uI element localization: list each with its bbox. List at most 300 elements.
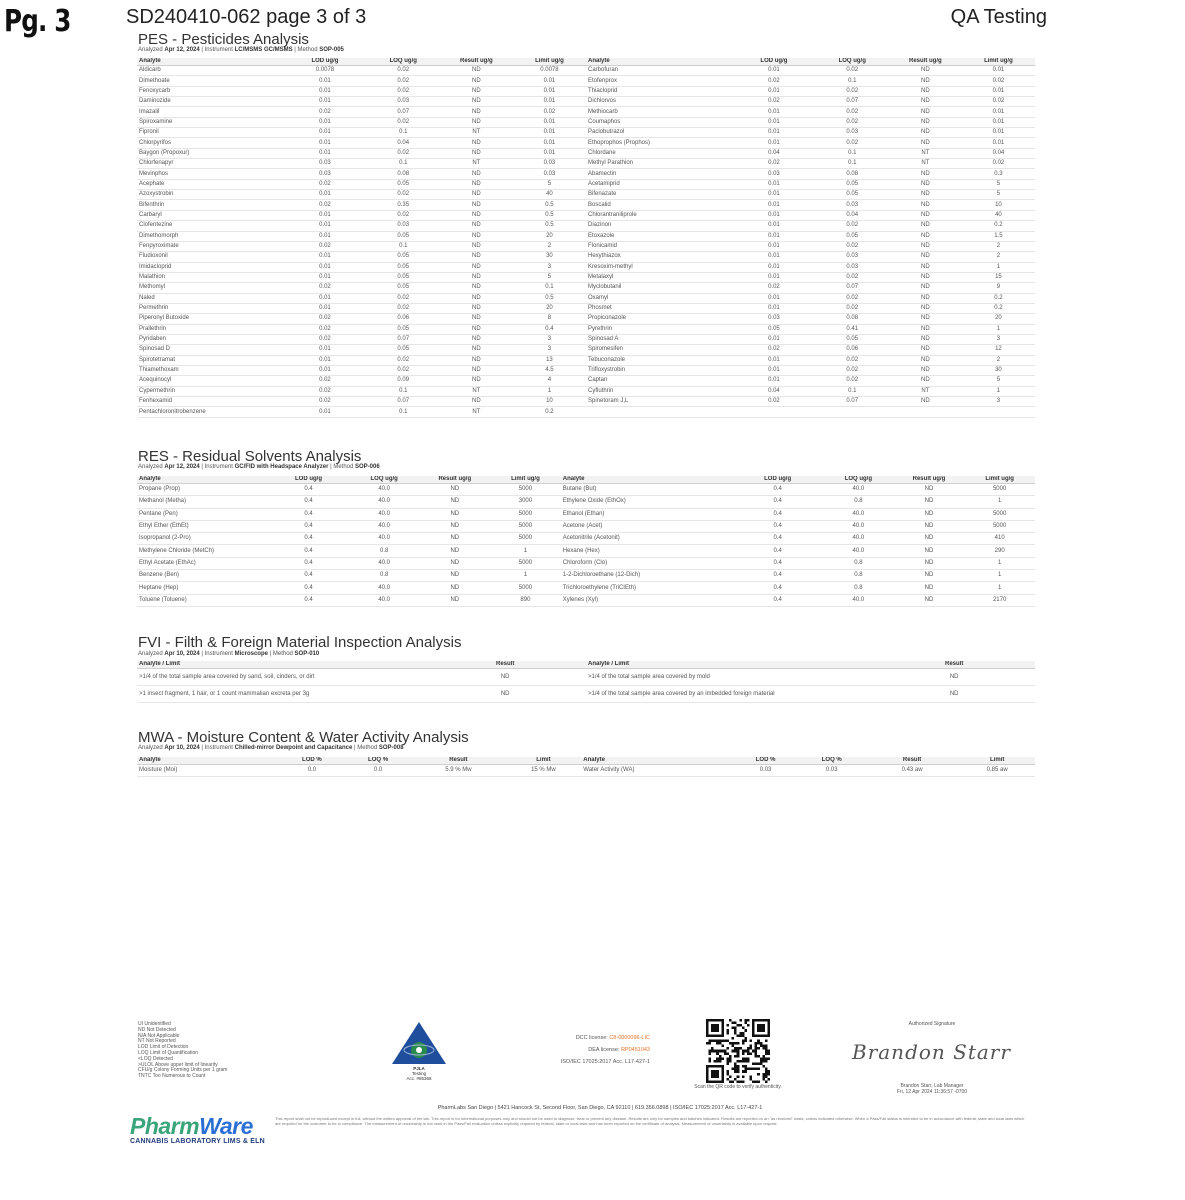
table-cell: 30 [962, 365, 1035, 375]
signer-info: Brandon Starr, Lab Manager Fri, 12 Apr 2024 11:36:57 -0700 [896, 1083, 968, 1095]
table-cell: 0.01 [962, 86, 1035, 96]
column-header: Limit ug/g [964, 476, 1035, 484]
table-cell: 40.0 [349, 508, 420, 520]
table-row [137, 407, 1035, 417]
table-cell: 0.85 aw [959, 765, 1035, 777]
table-cell: ND [440, 365, 513, 375]
table-cell: 40.0 [349, 533, 420, 545]
table-cell: 0.8 [349, 545, 420, 557]
table-cell: 0.06 [367, 314, 440, 324]
table-cell: Chloroform (Clo) [561, 557, 733, 569]
table-cell: NT [889, 148, 962, 158]
table-cell: ND [424, 686, 586, 703]
table-row [137, 231, 1035, 241]
table-cell: 5000 [964, 508, 1035, 520]
table-cell: >1/4 of the total sample area covered by sand, soil, cinders, or dirt [137, 669, 424, 686]
table-cell: Ethoprophos (Prophos) [586, 138, 732, 148]
table-cell: 0.05 [367, 324, 440, 334]
table-cell: Prallethrin [137, 324, 283, 334]
table-cell: 0.1 [367, 407, 440, 417]
table-cell: Pentane (Pen) [137, 508, 268, 520]
table-cell: 0.8 [349, 570, 420, 582]
table-cell: 0.01 [962, 117, 1035, 127]
table-row [137, 557, 1035, 569]
table-cell: ND [440, 179, 513, 189]
table-cell: NT [440, 386, 513, 396]
table-cell: 0.02 [816, 272, 889, 282]
table-row [137, 200, 1035, 210]
table-cell: Pyrethrin [586, 324, 732, 334]
table-cell: Heptane (Hep) [137, 582, 268, 594]
report-title: SD240410-062 page 3 of 3 [126, 6, 367, 28]
table-cell: 0.05 [816, 179, 889, 189]
table-cell: Methomyl [137, 283, 283, 293]
table-cell: ND [440, 283, 513, 293]
table-cell: 0.04 [732, 386, 816, 396]
table-cell: NT [440, 159, 513, 169]
table-row [137, 484, 1035, 496]
table-cell: 1 [962, 262, 1035, 272]
table-cell: 3 [513, 334, 586, 344]
table-cell: Pyridaben [137, 334, 283, 344]
table-cell: 0.03 [799, 765, 865, 777]
table-cell: ND [889, 231, 962, 241]
table-cell: 0.0 [345, 765, 411, 777]
table-cell [816, 407, 889, 417]
table-row [137, 386, 1035, 396]
table-cell: 0.01 [962, 138, 1035, 148]
table-cell: ND [419, 484, 490, 496]
column-header: Limit [959, 757, 1035, 765]
table-cell: Propane (Prop) [137, 484, 268, 496]
table-cell: NT [440, 407, 513, 417]
table-cell: Carbaryl [137, 210, 283, 220]
table-cell: 0.5 [513, 200, 586, 210]
table-cell: Malathion [137, 272, 283, 282]
table-cell: 13 [513, 355, 586, 365]
table-cell: 0.03 [732, 314, 816, 324]
table-cell: Imazalil [137, 107, 283, 117]
table-cell: 0.43 aw [865, 765, 960, 777]
table-row [137, 283, 1035, 293]
table-cell: NT [440, 128, 513, 138]
pes-title: PES - Pesticides Analysis [138, 31, 309, 48]
column-header: Limit [506, 757, 582, 765]
column-header: Analyte [561, 476, 733, 484]
table-cell: 1 [964, 557, 1035, 569]
table-cell: 40.0 [823, 545, 894, 557]
column-header: LOD ug/g [732, 58, 816, 66]
pharmware-logo: PharmWare CANNABIS LABORATORY LIMS & ELN [130, 1113, 265, 1145]
table-cell: 0.2 [962, 221, 1035, 231]
table-cell: ND [894, 508, 965, 520]
table-cell: Dichlorvos [586, 97, 732, 107]
table-cell: Mevinphos [137, 169, 283, 179]
signature-title: Authorized Signature [908, 1021, 956, 1027]
table-cell: Ethyl Acetate (EthAc) [137, 557, 268, 569]
table-cell: 0.02 [367, 66, 440, 76]
table-row [137, 210, 1035, 220]
table-cell: Acetamiprid [586, 179, 732, 189]
table-cell: 0.02 [367, 210, 440, 220]
table-cell: ND [889, 376, 962, 386]
table-cell: 0.4 [732, 545, 823, 557]
table-cell: NT [889, 386, 962, 396]
table-cell: ND [440, 200, 513, 210]
table-cell: 0.06 [816, 345, 889, 355]
table-cell: Acequinocyl [137, 376, 283, 386]
table-cell: Moisture (Moi) [137, 765, 279, 777]
table-cell: 0.5 [513, 221, 586, 231]
table-cell: 0.03 [283, 169, 367, 179]
table-cell: Dimethomorph [137, 231, 283, 241]
table-cell: ND [440, 107, 513, 117]
table-cell: Propiconazole [586, 314, 732, 324]
table-cell: 0.02 [367, 365, 440, 375]
table-cell: 0.01 [283, 128, 367, 138]
table-cell: 0.8 [823, 582, 894, 594]
table-cell: 4 [513, 376, 586, 386]
table-cell: 0.03 [513, 159, 586, 169]
table-cell: 0.02 [816, 365, 889, 375]
table-cell: NT [889, 159, 962, 169]
table-cell: ND [419, 594, 490, 606]
table-cell: Captan [586, 376, 732, 386]
table-cell: 0.02 [816, 376, 889, 386]
table-cell: 5 [513, 272, 586, 282]
column-header: Result [411, 757, 506, 765]
table-cell: 0.02 [367, 117, 440, 127]
column-header: LOD % [279, 757, 345, 765]
table-cell: ND [440, 97, 513, 107]
table-cell: 0.02 [283, 179, 367, 189]
table-cell: 0.01 [732, 262, 816, 272]
table-cell: Fludioxonil [137, 252, 283, 262]
table-cell: ND [889, 355, 962, 365]
table-cell: 2 [962, 355, 1035, 365]
table-cell: Chlorfenapyr [137, 159, 283, 169]
column-header: Result ug/g [440, 58, 513, 66]
qr-code-icon[interactable] [706, 1019, 770, 1083]
table-row [137, 594, 1035, 606]
table-cell: 0.07 [367, 334, 440, 344]
table-cell: 0.02 [816, 293, 889, 303]
table-cell: ND [440, 169, 513, 179]
table-cell: 0.04 [816, 210, 889, 220]
table-cell: 0.1 [367, 386, 440, 396]
table-row [137, 686, 1035, 703]
table-row [137, 159, 1035, 169]
table-cell: 1 [964, 496, 1035, 508]
table-cell: ND [440, 117, 513, 127]
table-cell: 40.0 [823, 508, 894, 520]
table-cell: 0.01 [283, 221, 367, 231]
table-cell: ND [889, 128, 962, 138]
table-cell: Water Activity (WA) [581, 765, 732, 777]
column-header: LOQ ug/g [367, 58, 440, 66]
table-cell: ND [889, 303, 962, 313]
org-name: QA Testing [950, 6, 1047, 28]
column-header: Limit ug/g [962, 58, 1035, 66]
table-row [137, 262, 1035, 272]
table-cell: 5000 [964, 520, 1035, 532]
table-cell: >1 insect fragment, 1 hair, or 1 count mammalian excreta per 3g [137, 686, 424, 703]
table-cell: ND [889, 252, 962, 262]
table-cell: 0.01 [732, 355, 816, 365]
table-cell: 0.1 [816, 159, 889, 169]
table-cell: ND [894, 484, 965, 496]
table-cell: Spirotetramat [137, 355, 283, 365]
legend: UI Unidentified ND Not Detected N/A Not Applicable NT Not Reported LOD Limit of Detection LOQ Limit of Quantification <LOQ Detected >ULOL Above upper limit of linearity CFU/g Colony Forming Units per 1 gram TNTC Too Numerous to Count [138, 1021, 228, 1080]
table-cell: ND [889, 241, 962, 251]
table-cell: 5000 [490, 508, 561, 520]
table-cell: 0.1 [816, 148, 889, 158]
table-cell: Chlorantraniliprole [586, 210, 732, 220]
table-cell: 0.01 [732, 190, 816, 200]
table-cell: Clofentezine [137, 221, 283, 231]
table-cell: 0.03 [367, 97, 440, 107]
table-cell: 0.02 [816, 355, 889, 365]
table-cell: ND [440, 86, 513, 96]
table-cell: 0.02 [732, 397, 816, 407]
table-row [137, 117, 1035, 127]
pes-table [137, 58, 1035, 418]
res-meta: Analyzed Apr 12, 2024 | Instrument GC/FID with Headspace Analyzer | Method SOP-006 [138, 464, 380, 470]
table-cell: 0.02 [816, 241, 889, 251]
table-cell: 0.01 [283, 86, 367, 96]
table-cell: 890 [490, 594, 561, 606]
table-cell: 15 % Mw [506, 765, 582, 777]
table-cell: 0.02 [367, 76, 440, 86]
table-cell: Xylenes (Xyl) [561, 594, 733, 606]
table-cell: 0.03 [367, 221, 440, 231]
table-cell: Butane (But) [561, 484, 733, 496]
table-cell: 0.01 [732, 231, 816, 241]
table-cell: ND [440, 252, 513, 262]
table-cell: 0.01 [962, 66, 1035, 76]
table-cell: ND [440, 231, 513, 241]
table-cell: 30 [513, 252, 586, 262]
table-cell: 1.5 [962, 231, 1035, 241]
table-cell: ND [894, 594, 965, 606]
table-row [137, 138, 1035, 148]
lab-address: PharmLabs San Diego | 5421 Hancock St, Second Floor, San Diego, CA 92110 | 619.356.0898 | ISO/IEC 17025:2017 Acc. L17-427-1 [437, 1105, 763, 1111]
table-cell: 0.02 [732, 159, 816, 169]
table-cell: 0.01 [732, 210, 816, 220]
table-cell: 12 [962, 345, 1035, 355]
table-cell: 1 [964, 570, 1035, 582]
table-cell: 0.01 [513, 128, 586, 138]
table-cell: 40.0 [349, 594, 420, 606]
table-cell: ND [889, 283, 962, 293]
table-cell: 0.05 [367, 262, 440, 272]
table-cell: 0.01 [283, 262, 367, 272]
table-cell: ND [889, 397, 962, 407]
table-cell: 0.03 [732, 765, 798, 777]
table-cell: 1 [964, 582, 1035, 594]
table-cell: ND [894, 582, 965, 594]
fvi-title: FVI - Filth & Foreign Material Inspection Analysis [138, 634, 462, 651]
table-cell: ND [440, 303, 513, 313]
table-cell: Thiacloprid [586, 86, 732, 96]
table-cell: ND [440, 334, 513, 344]
table-cell: 5 [962, 179, 1035, 189]
table-cell: 0.01 [732, 293, 816, 303]
table-cell: Kresoxim-methyl [586, 262, 732, 272]
table-cell: Acetonitrile (Acetonit) [561, 533, 733, 545]
mwa-meta: Analyzed Apr 10, 2024 | Instrument Chilled-mirror Dewpoint and Capacitance | Method SOP-008 [138, 745, 404, 751]
table-cell: Carbofuran [586, 66, 732, 76]
res-table [137, 476, 1035, 607]
table-cell: ND [873, 669, 1035, 686]
table-cell: ND [419, 570, 490, 582]
table-cell: 0.5 [513, 293, 586, 303]
licenses: DCC license: C8-0000096-LIC DEA license: RP0451043 ISO/IEC 17025:2017 Acc. L17-427-1 [560, 1035, 650, 1065]
table-cell: ND [440, 345, 513, 355]
table-cell: ND [419, 582, 490, 594]
table-cell: ND [889, 221, 962, 231]
table-cell: ND [873, 686, 1035, 703]
table-cell: Cyfluthrin [586, 386, 732, 396]
table-cell: 2170 [964, 594, 1035, 606]
table-cell: 0.01 [283, 76, 367, 86]
table-cell: 0.02 [816, 138, 889, 148]
table-cell: Fenhexamid [137, 397, 283, 407]
table-cell: 3000 [490, 496, 561, 508]
table-cell: Permethrin [137, 303, 283, 313]
table-cell: ND [440, 397, 513, 407]
table-row [137, 582, 1035, 594]
table-cell [962, 407, 1035, 417]
table-cell: Pentachloronitrobenzene [137, 407, 283, 417]
table-cell: 0.01 [283, 252, 367, 262]
table-cell: 0.07 [367, 397, 440, 407]
table-cell: ND [889, 97, 962, 107]
table-cell: 4.5 [513, 365, 586, 375]
table-cell: 0.07 [816, 97, 889, 107]
table-cell: Coumaphos [586, 117, 732, 127]
table-row [137, 669, 1035, 686]
table-cell: 40 [962, 210, 1035, 220]
table-cell: Piperonyl Butoxide [137, 314, 283, 324]
table-row [137, 66, 1035, 76]
table-cell: Oxamyl [586, 293, 732, 303]
table-cell: 0.3 [962, 169, 1035, 179]
table-cell: 0.02 [962, 159, 1035, 169]
table-cell: 0.05 [732, 324, 816, 334]
table-row [137, 508, 1035, 520]
table-cell [732, 407, 816, 417]
table-cell: Spinosad D [137, 345, 283, 355]
table-cell: 0.05 [367, 231, 440, 241]
table-cell: 0.02 [816, 66, 889, 76]
table-row [137, 303, 1035, 313]
table-cell: 0.4 [268, 545, 349, 557]
table-cell: 0.02 [283, 376, 367, 386]
table-cell: 0.35 [367, 200, 440, 210]
table-cell: Spiromesifen [586, 345, 732, 355]
table-cell: 0.01 [283, 210, 367, 220]
column-header: LOD ug/g [732, 476, 823, 484]
column-header: Analyte [137, 58, 283, 66]
column-header: Analyte [137, 757, 279, 765]
table-cell: 3 [513, 262, 586, 272]
column-header: Result ug/g [419, 476, 490, 484]
pes-meta: Analyzed Apr 12, 2024 | Instrument LC/MSMS GC/MSMS | Method SOP-005 [138, 47, 344, 53]
table-cell: Fenoxycarb [137, 86, 283, 96]
table-cell: ND [889, 345, 962, 355]
table-cell: Boscalid [586, 200, 732, 210]
table-row [137, 365, 1035, 375]
table-cell: 0.4 [268, 484, 349, 496]
mwa-title: MWA - Moisture Content & Water Activity Analysis [138, 729, 469, 746]
table-cell: 0.01 [732, 365, 816, 375]
table-cell: 0.2 [962, 293, 1035, 303]
table-cell: 0.01 [513, 97, 586, 107]
table-row [137, 324, 1035, 334]
table-cell: 0.4 [732, 496, 823, 508]
table-cell: 0.41 [816, 324, 889, 334]
table-cell: 0.01 [732, 107, 816, 117]
table-cell: 0.8 [823, 496, 894, 508]
table-row [137, 533, 1035, 545]
table-cell: Spinetoram J,L [586, 397, 732, 407]
table-cell: ND [889, 179, 962, 189]
table-row [137, 86, 1035, 96]
column-header: Result [873, 661, 1035, 669]
table-cell: 0.02 [367, 190, 440, 200]
table-cell: Isopropanol (2-Pro) [137, 533, 268, 545]
table-cell: 0.02 [732, 97, 816, 107]
column-header: Result [865, 757, 960, 765]
table-cell: 1-2-Dichloroethane (12-Dich) [561, 570, 733, 582]
table-cell: ND [419, 545, 490, 557]
table-cell: 0.02 [732, 345, 816, 355]
column-header: Result [424, 661, 586, 669]
table-cell: 0.05 [816, 190, 889, 200]
table-cell: ND [889, 272, 962, 282]
table-cell: 0.01 [732, 128, 816, 138]
table-cell: 0.01 [732, 272, 816, 282]
table-row [137, 334, 1035, 344]
table-cell: 5000 [490, 520, 561, 532]
table-cell: Daminozide [137, 97, 283, 107]
table-cell: 0.02 [283, 283, 367, 293]
table-cell: 0.4 [268, 594, 349, 606]
table-cell: Bifenthrin [137, 200, 283, 210]
column-header: LOQ ug/g [816, 58, 889, 66]
table-row [137, 520, 1035, 532]
table-cell: Dimethoate [137, 76, 283, 86]
table-cell: 2 [962, 241, 1035, 251]
mwa-table [137, 757, 1035, 777]
table-cell: 0.02 [816, 221, 889, 231]
table-cell: ND [889, 76, 962, 86]
table-cell: >1/4 of the total sample area covered by mold [586, 669, 873, 686]
table-cell: 0.4 [732, 520, 823, 532]
table-cell: 0.02 [513, 107, 586, 117]
table-cell: Bifenazate [586, 190, 732, 200]
table-cell: Baygon (Propoxur) [137, 148, 283, 158]
table-row [137, 496, 1035, 508]
table-row [137, 221, 1035, 231]
table-row [137, 345, 1035, 355]
table-cell: 0.02 [283, 241, 367, 251]
table-cell: 0.05 [816, 334, 889, 344]
table-cell: Trichloroethylene (TriCIEth) [561, 582, 733, 594]
table-cell: Fenpyroximate [137, 241, 283, 251]
table-row [137, 252, 1035, 262]
